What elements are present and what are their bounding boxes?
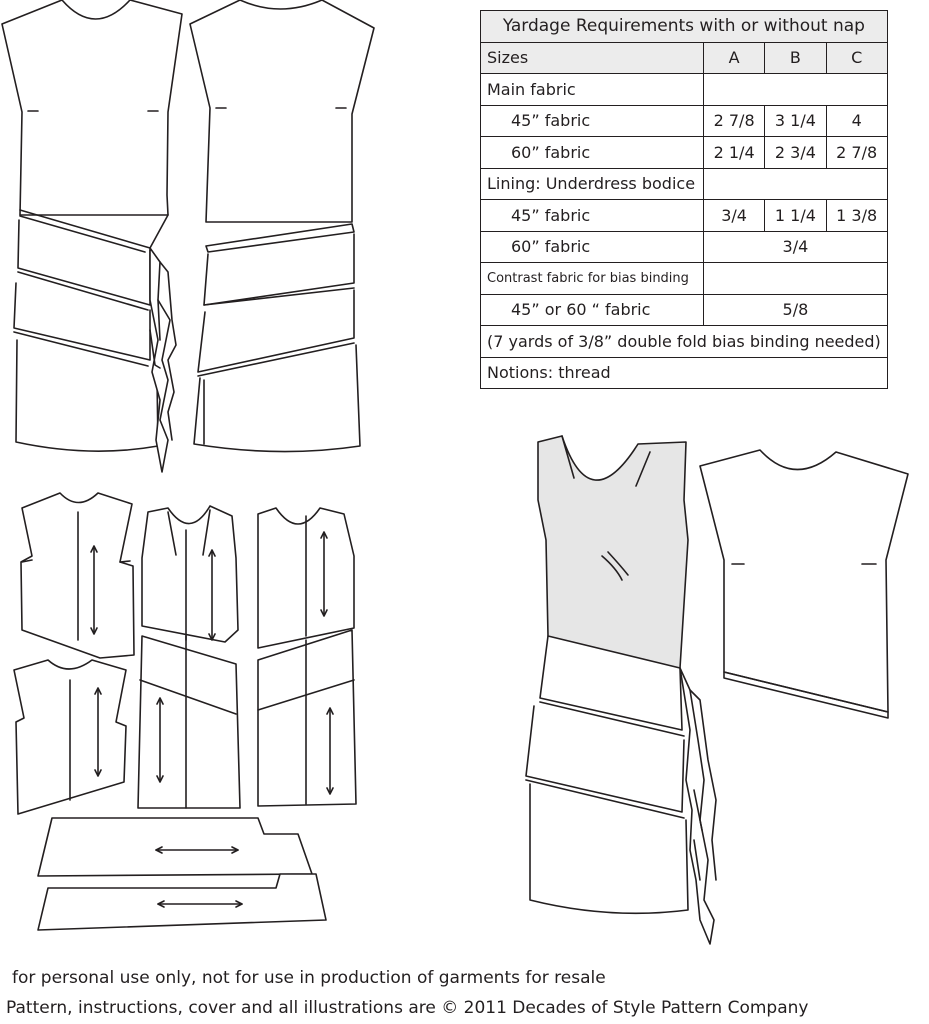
value-cell: 2 3/4 <box>765 137 826 169</box>
table-row <box>481 137 888 169</box>
value-cell: 5/8 <box>703 294 887 326</box>
value-cell: 1 1/4 <box>765 200 826 232</box>
value-cell: 2 7/8 <box>826 137 887 169</box>
table-row <box>481 105 888 137</box>
row-label: 60” fabric <box>481 137 704 169</box>
sizes-header-row <box>481 42 888 74</box>
notions: Notions: thread <box>481 357 888 389</box>
row-label: 45” fabric <box>481 200 704 232</box>
table-row <box>481 200 888 232</box>
value-cell: 2 1/4 <box>703 137 764 169</box>
table-row <box>481 263 888 295</box>
table-row <box>481 231 888 263</box>
lining-label: Lining: Underdress bodice <box>481 168 704 200</box>
table-row <box>481 357 888 389</box>
table-row <box>481 168 888 200</box>
usage-notice: for personal use only, not for use in production of garments for resale <box>12 968 606 988</box>
table-row <box>481 74 888 106</box>
size-c-header: C <box>826 42 887 74</box>
row-label: 45” or 60 “ fabric <box>481 294 704 326</box>
main-fabric-label: Main fabric <box>481 74 704 106</box>
value-cell: 1 3/8 <box>826 200 887 232</box>
contrast-label: Contrast fabric for bias binding <box>481 263 704 295</box>
table-row <box>481 294 888 326</box>
underdress-view <box>526 436 716 944</box>
size-a-header: A <box>703 42 764 74</box>
copyright-notice: Pattern, instructions, cover and all illustrations are © 2011 Decades of Style Pattern Company <box>6 998 809 1018</box>
value-cell: 3/4 <box>703 231 887 263</box>
row-label: 60” fabric <box>481 231 704 263</box>
binding-note: (7 yards of 3/8” double fold bias binding needed) <box>481 326 888 358</box>
yardage-table <box>480 10 888 389</box>
empty-cell <box>703 168 887 200</box>
empty-cell <box>703 263 887 295</box>
dress-back-view <box>190 0 374 452</box>
sizes-label: Sizes <box>481 42 704 74</box>
value-cell: 2 7/8 <box>703 105 764 137</box>
row-label: 45” fabric <box>481 105 704 137</box>
top-view <box>700 450 908 718</box>
value-cell: 3 1/4 <box>765 105 826 137</box>
dress-front-view <box>2 0 182 472</box>
size-b-header: B <box>765 42 826 74</box>
table-row <box>481 326 888 358</box>
value-cell: 4 <box>826 105 887 137</box>
table-title: Yardage Requirements with or without nap <box>481 11 888 43</box>
value-cell: 3/4 <box>703 200 764 232</box>
table-title-row <box>481 11 888 43</box>
pattern-pieces <box>14 493 356 930</box>
empty-cell <box>703 74 887 106</box>
